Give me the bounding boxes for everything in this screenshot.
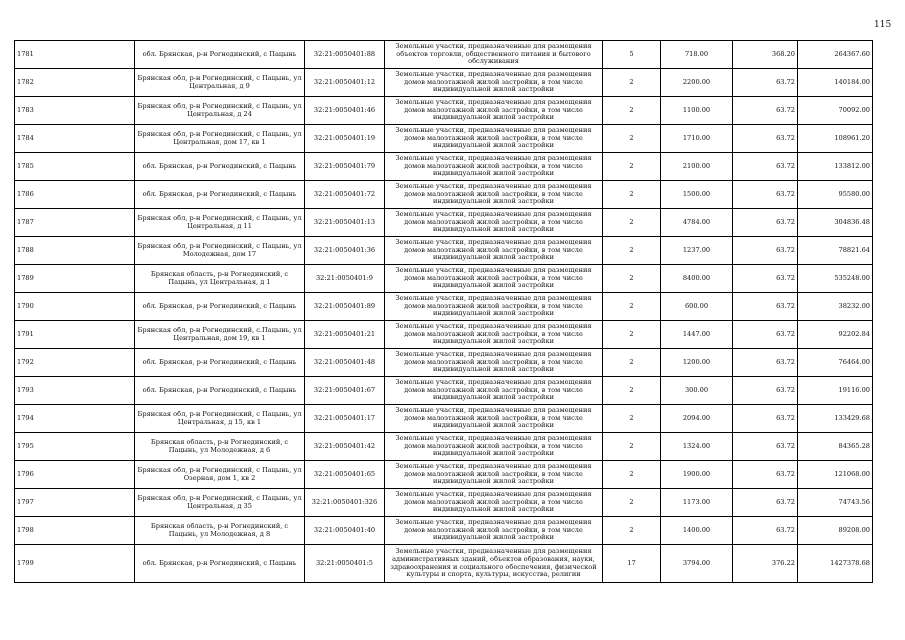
row-number: 1781 <box>15 41 135 69</box>
unit-price-cell: 63.72 <box>733 377 798 405</box>
group-cell: 2 <box>603 97 661 125</box>
area-cell: 1237.00 <box>661 237 733 265</box>
cadastral-value-cell: 108961.20 <box>798 125 873 153</box>
cadastral-value-cell: 70092.00 <box>798 97 873 125</box>
table-row <box>15 209 873 237</box>
area-cell: 1324.00 <box>661 433 733 461</box>
cadastral-value-cell: 89208.00 <box>798 517 873 545</box>
cadastral-value-cell: 121068.00 <box>798 461 873 489</box>
group-cell: 5 <box>603 41 661 69</box>
row-number: 1784 <box>15 125 135 153</box>
land-use-cell: Земельные участки, предназначенные для размещения домов малоэтажной жилой застройки, в том числе индивидуальной жилой застройки <box>385 209 603 237</box>
cadastral-number-cell: 32:21:0050401:79 <box>305 153 385 181</box>
row-number: 1785 <box>15 153 135 181</box>
cadastral-value-cell: 133429.68 <box>798 405 873 433</box>
area-cell: 4784.00 <box>661 209 733 237</box>
row-number: 1794 <box>15 405 135 433</box>
cadastral-number-cell: 32:21:0050401:48 <box>305 349 385 377</box>
unit-price-cell: 376.22 <box>733 545 798 583</box>
land-use-cell: Земельные участки, предназначенные для размещения административных зданий, объектов образования, науки, здравоохранения и социального обеспечения, физической культуры и спорта, культуры, искусства, религии <box>385 545 603 583</box>
area-cell: 300.00 <box>661 377 733 405</box>
cadastral-number-cell: 32:21:0050401:19 <box>305 125 385 153</box>
unit-price-cell: 63.72 <box>733 209 798 237</box>
table-row <box>15 69 873 97</box>
address-cell: Брянская область, р-н Рогнединский, с Пацынь, ул Центральная, д 1 <box>135 265 305 293</box>
group-cell: 2 <box>603 181 661 209</box>
cadastral-number-cell: 32:21:0050401:12 <box>305 69 385 97</box>
unit-price-cell: 63.72 <box>733 237 798 265</box>
table-row <box>15 41 873 69</box>
cadastral-number-cell: 32:21:0050401:65 <box>305 461 385 489</box>
group-cell: 2 <box>603 489 661 517</box>
address-cell: обл. Брянская, р-н Рогнединский, с Пацынь <box>135 153 305 181</box>
address-cell: обл. Брянская, р-н Рогнединский, с Пацынь <box>135 293 305 321</box>
row-number: 1782 <box>15 69 135 97</box>
cadastral-value-cell: 95580.00 <box>798 181 873 209</box>
table-row <box>15 349 873 377</box>
cadastral-number-cell: 32:21:0050401:89 <box>305 293 385 321</box>
address-cell: Брянская обл, р-н Рогнединский, с Пацынь, ул Центральная, д 24 <box>135 97 305 125</box>
row-number: 1787 <box>15 209 135 237</box>
unit-price-cell: 63.72 <box>733 293 798 321</box>
area-cell: 1500.00 <box>661 181 733 209</box>
group-cell: 2 <box>603 349 661 377</box>
area-cell: 1173.00 <box>661 489 733 517</box>
cadastral-value-cell: 38232.00 <box>798 293 873 321</box>
table-row <box>15 237 873 265</box>
address-cell: Брянская обл, р-н Рогнединский, с Пацынь, ул Молодежная, дом 17 <box>135 237 305 265</box>
table-row <box>15 489 873 517</box>
table-body <box>15 41 873 583</box>
land-use-cell: Земельные участки, предназначенные для размещения домов малоэтажной жилой застройки, в том числе индивидуальной жилой застройки <box>385 349 603 377</box>
row-number: 1790 <box>15 293 135 321</box>
area-cell: 2094.00 <box>661 405 733 433</box>
unit-price-cell: 368.20 <box>733 41 798 69</box>
row-number: 1798 <box>15 517 135 545</box>
cadastral-number-cell: 32:21:0050401:9 <box>305 265 385 293</box>
group-cell: 2 <box>603 405 661 433</box>
land-use-cell: Земельные участки, предназначенные для размещения домов малоэтажной жилой застройки, в том числе индивидуальной жилой застройки <box>385 265 603 293</box>
table-row <box>15 125 873 153</box>
cadastral-number-cell: 32:21:0050401:42 <box>305 433 385 461</box>
cadastral-number-cell: 32:21:0050401:40 <box>305 517 385 545</box>
table-row <box>15 405 873 433</box>
cadastral-value-cell: 74743.56 <box>798 489 873 517</box>
address-cell: Брянская обл, р-н Рогнединский, с Пацынь, ул Озерная, дом 1, кв 2 <box>135 461 305 489</box>
table-row <box>15 153 873 181</box>
cadastral-number-cell: 32:21:0050401:326 <box>305 489 385 517</box>
row-number: 1792 <box>15 349 135 377</box>
area-cell: 1200.00 <box>661 349 733 377</box>
address-cell: Брянская обл, р-н Рогнединский, с Пацынь, ул Центральная, д 9 <box>135 69 305 97</box>
table-row <box>15 517 873 545</box>
page-number: 115 <box>874 20 892 30</box>
land-use-cell: Земельные участки, предназначенные для размещения домов малоэтажной жилой застройки, в том числе индивидуальной жилой застройки <box>385 517 603 545</box>
unit-price-cell: 63.72 <box>733 349 798 377</box>
cadastral-number-cell: 32:21:0050401:88 <box>305 41 385 69</box>
unit-price-cell: 63.72 <box>733 69 798 97</box>
area-cell: 1447.00 <box>661 321 733 349</box>
cadastral-value-cell: 84365.28 <box>798 433 873 461</box>
group-cell: 2 <box>603 377 661 405</box>
land-use-cell: Земельные участки, предназначенные для размещения домов малоэтажной жилой застройки, в том числе индивидуальной жилой застройки <box>385 97 603 125</box>
table-row <box>15 433 873 461</box>
cadastral-value-cell: 92202.84 <box>798 321 873 349</box>
area-cell: 8400.00 <box>661 265 733 293</box>
land-use-cell: Земельные участки, предназначенные для размещения домов малоэтажной жилой застройки, в том числе индивидуальной жилой застройки <box>385 489 603 517</box>
cadastral-value-cell: 76464.00 <box>798 349 873 377</box>
address-cell: обл. Брянская, р-н Рогнединский, с Пацынь <box>135 41 305 69</box>
land-use-cell: Земельные участки, предназначенные для размещения домов малоэтажной жилой застройки, в том числе индивидуальной жилой застройки <box>385 237 603 265</box>
land-use-cell: Земельные участки, предназначенные для размещения домов малоэтажной жилой застройки, в том числе индивидуальной жилой застройки <box>385 405 603 433</box>
land-use-cell: Земельные участки, предназначенные для размещения домов малоэтажной жилой застройки, в том числе индивидуальной жилой застройки <box>385 461 603 489</box>
row-number: 1799 <box>15 545 135 583</box>
address-cell: обл. Брянская, р-н Рогнединский, с Пацынь <box>135 545 305 583</box>
cadastral-value-cell: 78821.64 <box>798 237 873 265</box>
area-cell: 1900.00 <box>661 461 733 489</box>
area-cell: 3794.00 <box>661 545 733 583</box>
cadastral-number-cell: 32:21:0050401:36 <box>305 237 385 265</box>
cadastral-number-cell: 32:21:0050401:17 <box>305 405 385 433</box>
row-number: 1795 <box>15 433 135 461</box>
table-row <box>15 461 873 489</box>
row-number: 1789 <box>15 265 135 293</box>
land-use-cell: Земельные участки, предназначенные для размещения домов малоэтажной жилой застройки, в том числе индивидуальной жилой застройки <box>385 321 603 349</box>
land-use-cell: Земельные участки, предназначенные для размещения домов малоэтажной жилой застройки, в том числе индивидуальной жилой застройки <box>385 377 603 405</box>
table-row <box>15 293 873 321</box>
land-use-cell: Земельные участки, предназначенные для размещения домов малоэтажной жилой застройки, в том числе индивидуальной жилой застройки <box>385 153 603 181</box>
address-cell: Брянская обл, р-н Рогнединский, с Пацынь, ул Центральная, д 11 <box>135 209 305 237</box>
group-cell: 2 <box>603 125 661 153</box>
row-number: 1786 <box>15 181 135 209</box>
group-cell: 2 <box>603 321 661 349</box>
cadastral-value-cell: 535248.00 <box>798 265 873 293</box>
cadastral-value-cell: 19116.00 <box>798 377 873 405</box>
unit-price-cell: 63.72 <box>733 405 798 433</box>
area-cell: 2100.00 <box>661 153 733 181</box>
group-cell: 2 <box>603 461 661 489</box>
land-use-cell: Земельные участки, предназначенные для размещения домов малоэтажной жилой застройки, в том числе индивидуальной жилой застройки <box>385 433 603 461</box>
unit-price-cell: 63.72 <box>733 265 798 293</box>
address-cell: Брянская область, р-н Рогнединский, с Пацынь, ул Молодежная, д 8 <box>135 517 305 545</box>
unit-price-cell: 63.72 <box>733 153 798 181</box>
cadastral-value-cell: 140184.00 <box>798 69 873 97</box>
row-number: 1791 <box>15 321 135 349</box>
group-cell: 2 <box>603 237 661 265</box>
address-cell: Брянская обл, р-н Рогнединский, с.Пацынь, ул Центральная, дом 19, кв 1 <box>135 321 305 349</box>
cadastral-value-cell: 264367.60 <box>798 41 873 69</box>
cadastral-number-cell: 32:21:0050401:5 <box>305 545 385 583</box>
cadastral-number-cell: 32:21:0050401:46 <box>305 97 385 125</box>
address-cell: Брянская область, р-н Рогнединский, с Пацынь, ул Молодежная, д 6 <box>135 433 305 461</box>
cadastral-number-cell: 32:21:0050401:72 <box>305 181 385 209</box>
cadastral-number-cell: 32:21:0050401:67 <box>305 377 385 405</box>
cadastral-value-cell: 133812.00 <box>798 153 873 181</box>
group-cell: 2 <box>603 293 661 321</box>
land-use-cell: Земельные участки, предназначенные для размещения домов малоэтажной жилой застройки, в том числе индивидуальной жилой застройки <box>385 125 603 153</box>
land-use-cell: Земельные участки, предназначенные для размещения домов малоэтажной жилой застройки, в том числе индивидуальной жилой застройки <box>385 181 603 209</box>
unit-price-cell: 63.72 <box>733 461 798 489</box>
group-cell: 2 <box>603 69 661 97</box>
table-row <box>15 545 873 583</box>
unit-price-cell: 63.72 <box>733 433 798 461</box>
area-cell: 1710.00 <box>661 125 733 153</box>
table-row <box>15 321 873 349</box>
land-registry-table <box>14 40 873 583</box>
unit-price-cell: 63.72 <box>733 125 798 153</box>
row-number: 1797 <box>15 489 135 517</box>
address-cell: Брянская обл, р-н Рогнединский, с Пацынь, ул Центральная, дом 17, кв 1 <box>135 125 305 153</box>
land-use-cell: Земельные участки, предназначенные для размещения объектов торговли, общественного питания и бытового обслуживания <box>385 41 603 69</box>
land-use-cell: Земельные участки, предназначенные для размещения домов малоэтажной жилой застройки, в том числе индивидуальной жилой застройки <box>385 69 603 97</box>
address-cell: обл. Брянская, р-н Рогнединский, с Пацынь <box>135 377 305 405</box>
row-number: 1796 <box>15 461 135 489</box>
group-cell: 2 <box>603 517 661 545</box>
unit-price-cell: 63.72 <box>733 181 798 209</box>
unit-price-cell: 63.72 <box>733 517 798 545</box>
area-cell: 2200.00 <box>661 69 733 97</box>
address-cell: обл. Брянская, р-н Рогнединский, с Пацынь <box>135 349 305 377</box>
land-use-cell: Земельные участки, предназначенные для размещения домов малоэтажной жилой застройки, в том числе индивидуальной жилой застройки <box>385 293 603 321</box>
cadastral-value-cell: 1427378.68 <box>798 545 873 583</box>
area-cell: 1100.00 <box>661 97 733 125</box>
row-number: 1783 <box>15 97 135 125</box>
cadastral-number-cell: 32:21:0050401:13 <box>305 209 385 237</box>
address-cell: Брянская обл, р-н Рогнединский, с Пацынь, ул Центральная, д 15, кв 1 <box>135 405 305 433</box>
unit-price-cell: 63.72 <box>733 97 798 125</box>
group-cell: 17 <box>603 545 661 583</box>
address-cell: Брянская обл, р-н Рогнединский, с Пацынь, ул Центральная, д 35 <box>135 489 305 517</box>
row-number: 1788 <box>15 237 135 265</box>
group-cell: 2 <box>603 265 661 293</box>
group-cell: 2 <box>603 209 661 237</box>
table-row <box>15 97 873 125</box>
area-cell: 718.00 <box>661 41 733 69</box>
table-row <box>15 265 873 293</box>
row-number: 1793 <box>15 377 135 405</box>
address-cell: обл. Брянская, р-н Рогнединский, с Пацынь <box>135 181 305 209</box>
cadastral-number-cell: 32:21:0050401:21 <box>305 321 385 349</box>
area-cell: 600.00 <box>661 293 733 321</box>
unit-price-cell: 63.72 <box>733 489 798 517</box>
cadastral-value-cell: 304836.48 <box>798 209 873 237</box>
table-row <box>15 377 873 405</box>
area-cell: 1400.00 <box>661 517 733 545</box>
group-cell: 2 <box>603 153 661 181</box>
table-row <box>15 181 873 209</box>
unit-price-cell: 63.72 <box>733 321 798 349</box>
group-cell: 2 <box>603 433 661 461</box>
